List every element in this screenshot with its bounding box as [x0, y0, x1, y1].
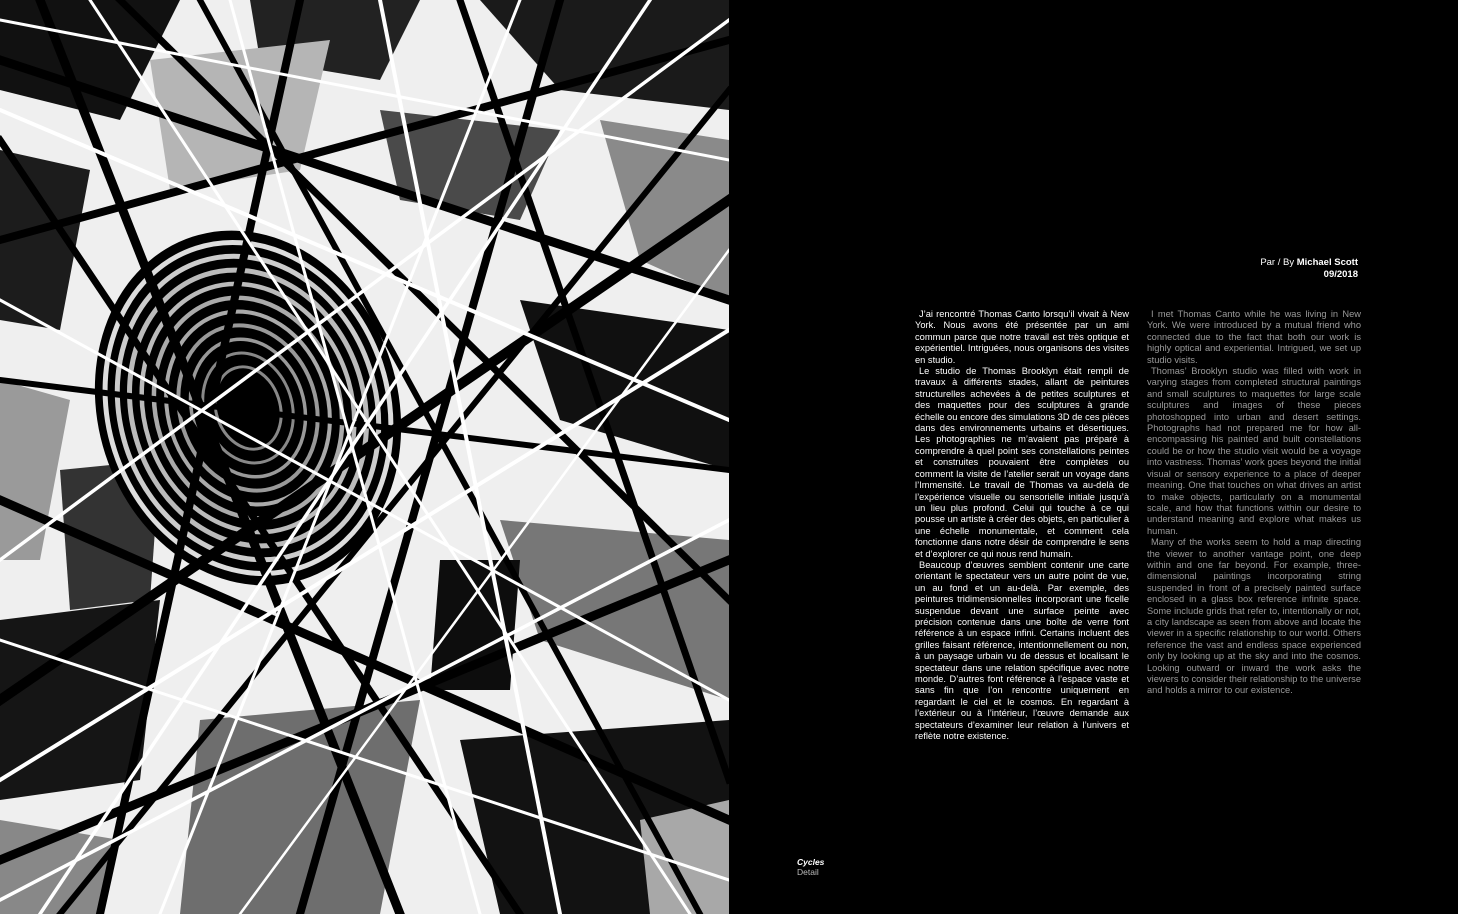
byline-prefix: Par / By	[1260, 257, 1295, 268]
paragraph-fr-1: J’ai rencontré Thomas Canto lorsqu’il vivait à New York. Nous avons été présentée par un ami commun parce que notre travail est très optique et expérientiel. Intriguées, nous organisons des visites en studio.	[915, 309, 1129, 365]
article-column-french	[915, 309, 1129, 742]
article-column-english	[1147, 309, 1361, 697]
image-caption	[797, 857, 824, 877]
paragraph-fr-2: Le studio de Thomas Brooklyn était rempli de travaux à différents stades, allant de peintures structurelles achevées à de petites sculptures et des maquettes pour des sculptures à grande échelle ou encore des simulations 3D de ces pièces dans des environnements urbains et désertiques. Les photographies ne m’avaient pas préparé à comprendre à quel point ses constellations peintes et construites pouvaient être complètes ou comment la visite de l’atelier serait un voyage dans l’Immensité. Le travail de Thomas va au-delà de l’expérience visuelle ou sensorielle initiale jusqu’à un lieu plus profond. Celui qui touche à ce qui pousse un artiste à créer des objets, en particulier à une échelle monumentale, et comment cela fonctionne dans notre désir de comprendre le sens et d’explorer ce qui nous rend humain.	[915, 366, 1129, 559]
paragraph-en-3: Many of the works seem to hold a map directing the viewer to another vantage point, one deep within and one far beyond. For example, three-dimensional paintings incorporating string suspended in front of a precisely painted surface enclosed in a glass box reference infinite space. Some include grids that refer to, intentionally or not, a city landscape as seen from above and locate the viewer in a specific relationship to our world. Others reference the vast and endless space experienced only by looking up at the sky and into the cosmos. Looking outward or inward the work asks the viewers to consider their relationship to the universe and holds a mirror to our existence.	[1147, 537, 1361, 696]
text-page	[729, 0, 1458, 914]
paragraph-fr-3: Beaucoup d’œuvres semblent contenir une carte orientant le spectateur vers un autre point de vue, un au fond et un au-delà. Par exemple, des peintures tridimensionnelles incorporant une ficelle suspendue devant une surface peinte avec précision contenue dans une boîte de verre font référence à un espace infini. Certains incluent des grilles faisant référence, intentionnellement ou non, à un paysage urbain vu de dessus et localisant le spectateur dans une relation spécifique avec notre monde. D’autres font référence à l’espace vaste et sans fin que l’on rencontre uniquement en regardant le ciel et le cosmos. En regardant à l’extérieur ou à l’intérieur, l’œuvre demande aux spectateurs d’examiner leur relation à l’univers et reflète notre existence.	[915, 559, 1129, 742]
paragraph-en-2: Thomas’ Brooklyn studio was filled with work in varying stages from completed structural paintings and small sculptures to maquettes for large scale sculptures and images of these pieces photoshopped into urban and desert settings. Photographs had not prepared me for how all-encompassing his painted and built constellations could be or how the studio visit would be a voyage into vastness. Thomas’ work goes beyond the initial visual or sensory experience to a place of deeper meaning. One that touches on what drives an artist to make objects, particularly on a monumental scale, and how that functions within our desire to understand meaning and explore what makes us human.	[1147, 366, 1361, 536]
paragraph-en-1: I met Thomas Canto while he was living in New York. We were introduced by a mutual friend who connected due to the fact that both our work is highly optical and experiential. Intrigued, we set up studio visits.	[1147, 309, 1361, 365]
caption-subtitle: Detail	[797, 867, 819, 877]
byline-date: 09/2018	[1323, 268, 1358, 280]
byline	[1058, 257, 1358, 280]
byline-author: Michael Scott	[1296, 257, 1358, 268]
caption-title: Cycles	[797, 857, 825, 867]
